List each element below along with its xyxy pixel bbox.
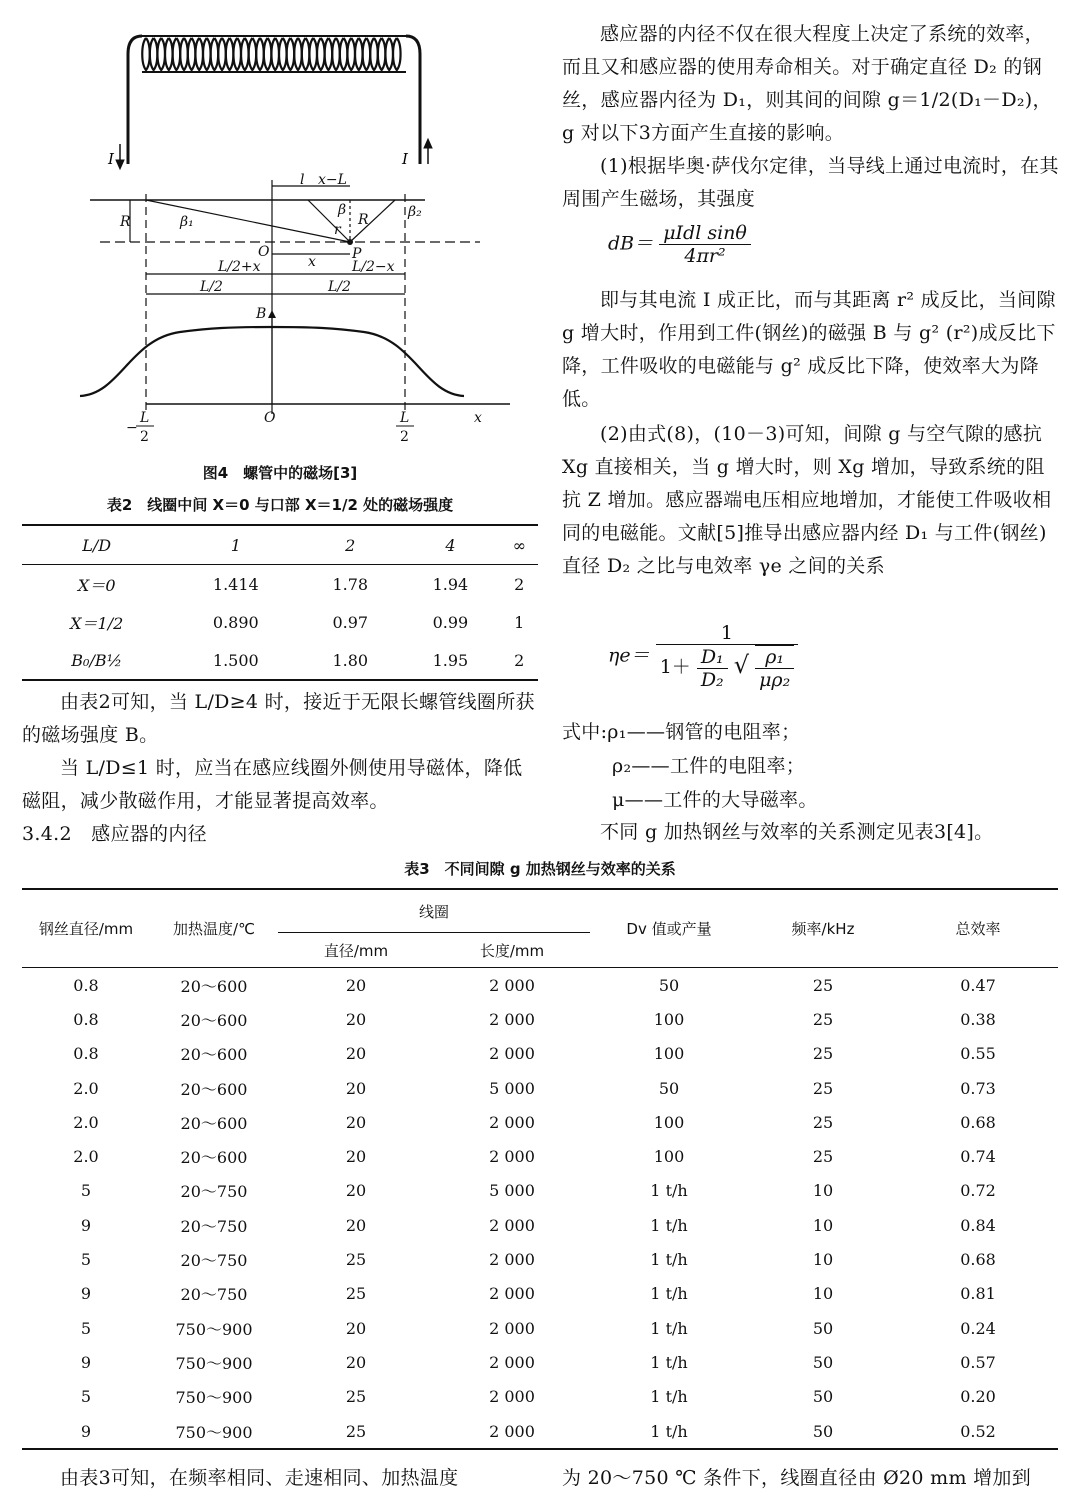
b-axis-arrow bbox=[268, 310, 276, 318]
label-L2-left: L/2 bbox=[200, 279, 223, 295]
table3-cell: 0.8 bbox=[73, 1009, 99, 1029]
table3-cell: 10 bbox=[812, 1215, 834, 1235]
table3-cell: 25 bbox=[345, 1387, 367, 1407]
table2-cell: B₀/B½ bbox=[71, 650, 123, 670]
where-line-2: ρ₂——工件的电阻率； bbox=[612, 755, 806, 777]
right-paragraph-4: (2)由式(8)，(10－3)可知，间隙 g 与空气隙的感抗 Xg 直接相关，当 g 增大时，则 Xg 增加，导致系统的阻抗 Z 增加。感应器端电压相应地增加，才能使工件吸收相同的电磁能。文献[5]推导出感应器内经 D₁ 与工件(钢丝)直径 D₂ 之比与电效率 γe 之间的关系 bbox=[562, 423, 1052, 577]
coil-loop bbox=[325, 38, 333, 70]
table3-cell: 10 bbox=[812, 1250, 834, 1270]
table3-cell: 20 bbox=[345, 1009, 367, 1029]
formula2-fraction bbox=[656, 622, 799, 691]
table3-cell: 25 bbox=[812, 1147, 834, 1167]
table3-cell: 20～750 bbox=[180, 1216, 248, 1236]
table3-cell: 9 bbox=[80, 1284, 92, 1304]
table3-cell: 100 bbox=[653, 1147, 685, 1167]
coil-loop bbox=[332, 38, 340, 70]
table3-header-wire: 钢丝直径/mm bbox=[38, 920, 134, 938]
table3-cell: 750～900 bbox=[175, 1319, 253, 1339]
table2-header: ∞ bbox=[512, 535, 526, 555]
formula2-root bbox=[755, 645, 794, 691]
table3-header-eff: 总效率 bbox=[955, 920, 1001, 938]
table3-header-coil-len: 长度/mm bbox=[479, 941, 545, 960]
table3-cell: 20 bbox=[345, 1112, 367, 1132]
table3-cell: 25 bbox=[812, 1112, 834, 1132]
table3-cell: 750～900 bbox=[175, 1353, 253, 1373]
table3-header-coil-dia: 直径/mm bbox=[323, 941, 389, 960]
table3-cell: 0.24 bbox=[960, 1318, 996, 1338]
right-paragraph-5: 不同 g 加热钢丝与效率的关系测定见表3[4]。 bbox=[600, 821, 994, 843]
formula2-ratio-num: D₁ bbox=[697, 646, 728, 669]
table3-cell: 5 000 bbox=[489, 1181, 535, 1201]
table2-cell: 1.80 bbox=[332, 650, 369, 670]
table3-cell: 25 bbox=[345, 1421, 367, 1441]
table3-cell: 25 bbox=[345, 1284, 367, 1304]
table2-cell: 1.95 bbox=[432, 650, 469, 670]
label-x-axis: x bbox=[474, 410, 482, 426]
table3-row bbox=[22, 1242, 1058, 1276]
label-r: r bbox=[334, 222, 341, 238]
table3-cell: 50 bbox=[658, 975, 680, 995]
table3-cell: 20～600 bbox=[180, 1045, 248, 1065]
table3-cell: 20 bbox=[345, 1352, 367, 1372]
table3-row bbox=[22, 1345, 1058, 1379]
solenoid-diagram bbox=[50, 14, 510, 444]
table3-row bbox=[22, 1002, 1058, 1036]
table3-cell: 2 000 bbox=[489, 1215, 535, 1235]
table3-cell: 1 t/h bbox=[650, 1318, 688, 1338]
table3-cell: 1 t/h bbox=[650, 1421, 688, 1441]
table3-row bbox=[22, 968, 1058, 1003]
table3-cell: 20 bbox=[345, 975, 367, 995]
label-L2-minus-x: L/2−x bbox=[352, 259, 395, 275]
point-P bbox=[347, 239, 353, 245]
table3-cell: 750～900 bbox=[175, 1422, 253, 1442]
coil-loop bbox=[302, 38, 310, 70]
coil-loop bbox=[370, 38, 378, 70]
formula2-lhs: ηe＝ bbox=[608, 644, 650, 667]
table2-cell: 1.94 bbox=[432, 574, 469, 594]
coil-loop bbox=[180, 38, 188, 70]
label-L2-right: L/2 bbox=[328, 279, 351, 295]
coil-loop bbox=[173, 38, 181, 70]
table3-header-temp: 加热温度/℃ bbox=[173, 920, 255, 938]
table3-row bbox=[22, 1037, 1058, 1071]
table3-cell: 9 bbox=[80, 1215, 92, 1235]
coil-loop bbox=[264, 38, 272, 70]
table3-cell: 50 bbox=[812, 1421, 834, 1441]
table3-caption: 表3 不同间隙 g 加热钢丝与效率的关系 bbox=[404, 860, 676, 878]
formula2-root-den: μρ₂ bbox=[759, 669, 791, 691]
table3-cell: 20 bbox=[345, 1078, 367, 1098]
coil-loop bbox=[226, 38, 234, 70]
right-paragraph-3: 即与其电流 I 成正比，而与其距离 r² 成反比，当间隙 g 增大时，作用到工件(钢丝)的磁强 B 与 g² (r²)成反比下降，工件吸收的电磁能与 g² 成反比下降，使效率大为降低。 bbox=[562, 289, 1056, 410]
coil-loop bbox=[340, 38, 348, 70]
coil-loop bbox=[317, 38, 325, 70]
table3-header-coil: 线圈 bbox=[278, 889, 590, 933]
table3-cell: 20 bbox=[345, 1147, 367, 1167]
table3-cell: 2 000 bbox=[489, 1147, 535, 1167]
label-I-right: I bbox=[402, 150, 408, 168]
table2-caption: 表2 线圈中间 X＝0 与口部 X＝1/2 处的磁场强度 bbox=[106, 496, 454, 514]
table3-row bbox=[22, 1105, 1058, 1139]
coil-loop bbox=[157, 38, 165, 70]
table3-cell: 750～900 bbox=[175, 1388, 253, 1408]
table3-row bbox=[22, 1208, 1058, 1242]
table3-cell: 100 bbox=[653, 1112, 685, 1132]
table3-cell: 5 bbox=[80, 1318, 92, 1338]
table3-cell: 100 bbox=[653, 1044, 685, 1064]
table3-cell: 9 bbox=[80, 1352, 92, 1372]
table3-row bbox=[22, 1311, 1058, 1345]
table3-cell: 0.73 bbox=[960, 1078, 996, 1098]
formula2-ratio bbox=[697, 646, 728, 691]
table3-cell: 2.0 bbox=[73, 1078, 99, 1098]
table3-cell: 20～600 bbox=[180, 1148, 248, 1168]
sqrt-icon: √ bbox=[733, 651, 750, 679]
label-L2-plus-x: L/2+x bbox=[218, 259, 261, 275]
formula1-numerator: μIdl sinθ bbox=[659, 222, 751, 245]
table3-cell: 2 000 bbox=[489, 1009, 535, 1029]
table3-cell: 50 bbox=[658, 1078, 680, 1098]
table3-cell: 20～600 bbox=[180, 1113, 248, 1133]
table3-cell: 20～750 bbox=[180, 1285, 248, 1305]
table3-cell: 1 t/h bbox=[650, 1215, 688, 1235]
table3 bbox=[22, 888, 1058, 1450]
table3-cell: 100 bbox=[653, 1009, 685, 1029]
formula1-lhs: dB＝ bbox=[608, 232, 654, 255]
coil-loop bbox=[347, 38, 355, 70]
right-paragraph-2: (1)根据毕奥·萨伐尔定律，当导线上通过电流时，在其周围产生磁场，其强度 bbox=[562, 155, 1059, 210]
table3-cell: 0.47 bbox=[960, 975, 996, 995]
left-paragraph-1: 由表2可知，当 L/D≥4 时，接近于无限长螺管线圈所获的磁场强度 B。 bbox=[22, 691, 535, 746]
table2-cell: 0.99 bbox=[432, 612, 469, 632]
table3-header-freq: 频率/kHz bbox=[791, 920, 855, 938]
table2-cell: 2 bbox=[514, 650, 525, 670]
table3-cell: 2 000 bbox=[489, 1318, 535, 1338]
coil-loop bbox=[203, 38, 211, 70]
table3-cell: 0.8 bbox=[73, 1044, 99, 1064]
table2-cell: X＝1/2 bbox=[70, 613, 124, 633]
table3-cell: 0.8 bbox=[73, 975, 99, 995]
table3-cell: 20～600 bbox=[180, 1079, 248, 1099]
table2-cell: 0.97 bbox=[332, 612, 369, 632]
table3-cell: 2.0 bbox=[73, 1112, 99, 1132]
table3-cell: 20～600 bbox=[180, 976, 248, 996]
table3-cell: 25 bbox=[812, 1009, 834, 1029]
coil-loop bbox=[271, 38, 279, 70]
table3-cell: 0.38 bbox=[960, 1009, 996, 1029]
table3-cell: 5 bbox=[80, 1387, 92, 1407]
table2-cell: 1 bbox=[514, 612, 525, 632]
table3-header-dv: Dv 值或产量 bbox=[626, 920, 712, 938]
label-B: B bbox=[256, 306, 267, 322]
coil-loop bbox=[188, 38, 196, 70]
coil-loop bbox=[309, 38, 317, 70]
table3-cell: 0.68 bbox=[960, 1250, 996, 1270]
table3-cell: 25 bbox=[812, 1044, 834, 1064]
label-pos-L: L bbox=[400, 410, 410, 426]
right-paragraph-1: 感应器的内径不仅在很大程度上决定了系统的效率，而且又和感应器的使用寿命相关。对于确定直径 D₂ 的钢丝，感应器内径为 D₁，则其间的间隙 g＝1/2(D₁－D₂)，g 对以下3方面产生直接的影响。 bbox=[562, 23, 1052, 144]
table2-header: 1 bbox=[230, 535, 241, 555]
coil-loop bbox=[195, 38, 203, 70]
label-x-mid: x bbox=[308, 254, 316, 270]
table2-header: 4 bbox=[445, 535, 456, 555]
left-paragraph-2: 当 L/D≤1 时，应当在感应线圈外侧使用导磁体，降低磁阻，减少散磁作用，才能显著提高效率。 bbox=[22, 757, 523, 812]
table3-cell: 0.72 bbox=[960, 1181, 996, 1201]
figure-caption: 图4 螺管中的磁场[3] bbox=[202, 464, 358, 482]
table3-cell: 0.55 bbox=[960, 1044, 996, 1064]
formula1-denominator: 4πr² bbox=[684, 245, 726, 267]
table3-cell: 0.20 bbox=[960, 1387, 996, 1407]
formula2-denominator bbox=[656, 645, 799, 691]
coil-loop bbox=[393, 38, 401, 70]
table3-cell: 2 000 bbox=[489, 1284, 535, 1304]
coil-loop bbox=[256, 38, 264, 70]
table3-cell: 20 bbox=[345, 1318, 367, 1338]
label-R-left: R bbox=[120, 214, 131, 230]
table3-cell: 20 bbox=[345, 1181, 367, 1201]
table3-cell: 20～750 bbox=[180, 1182, 248, 1202]
coil-loop bbox=[211, 38, 219, 70]
coil-loop bbox=[279, 38, 287, 70]
label-beta2: β₂ bbox=[408, 204, 422, 220]
table2-row bbox=[22, 641, 538, 680]
table3-cell: 0.57 bbox=[960, 1352, 996, 1372]
formula-efficiency bbox=[608, 622, 798, 691]
table3-cell: 0.81 bbox=[960, 1284, 996, 1304]
coil-loop bbox=[233, 38, 241, 70]
bottom-left-text: 由表3可知，在频率相同、走速相同、加热温度 bbox=[60, 1467, 459, 1489]
label-O-axis: O bbox=[264, 410, 276, 426]
coil-loop bbox=[150, 38, 158, 70]
formula-biot-savart bbox=[608, 222, 751, 267]
bottom-right-text: 为 20～750 ℃ 条件下，线圈直径由 Ø20 mm 增加到 bbox=[562, 1467, 1032, 1489]
table2-cell: 1.78 bbox=[332, 574, 369, 594]
label-I-left: I bbox=[108, 150, 114, 168]
table3-cell: 1 t/h bbox=[650, 1250, 688, 1270]
table3-row bbox=[22, 1071, 1058, 1105]
coil-loop bbox=[287, 38, 295, 70]
coil-loop bbox=[249, 38, 257, 70]
table2-cell: 0.890 bbox=[212, 612, 259, 632]
label-P: P bbox=[352, 246, 362, 262]
formula2-numerator: 1 bbox=[656, 622, 799, 645]
table3-cell: 25 bbox=[812, 1078, 834, 1098]
label-R-mid: R bbox=[358, 212, 369, 228]
coil-loop bbox=[165, 38, 173, 70]
label-neg-L: L bbox=[140, 410, 150, 426]
label-x-minus-l: x−L bbox=[318, 172, 347, 188]
table2-cell: 2 bbox=[514, 574, 525, 594]
coil-loop bbox=[142, 38, 150, 70]
table3-cell: 20～750 bbox=[180, 1251, 248, 1271]
table2-header: 2 bbox=[345, 535, 356, 555]
coil-loop bbox=[355, 38, 363, 70]
label-neg-2: 2 bbox=[140, 429, 149, 444]
table3-cell: 2 000 bbox=[489, 1112, 535, 1132]
table2-row bbox=[22, 603, 538, 641]
coil-loop bbox=[378, 38, 386, 70]
table2-cell: 1.414 bbox=[212, 574, 259, 594]
label-l: l bbox=[300, 172, 305, 188]
table3-cell: 2 000 bbox=[489, 1044, 535, 1064]
table3-cell: 20～600 bbox=[180, 1010, 248, 1030]
table3-cell: 1 t/h bbox=[650, 1284, 688, 1304]
table3-row bbox=[22, 1174, 1058, 1208]
table3-cell: 25 bbox=[812, 975, 834, 995]
table3-cell: 25 bbox=[345, 1250, 367, 1270]
table3-cell: 50 bbox=[812, 1318, 834, 1338]
table3-cell: 2 000 bbox=[489, 1421, 535, 1441]
where-line-1: 式中:ρ₁——钢管的电阻率； bbox=[562, 721, 801, 743]
coil-loop bbox=[218, 38, 226, 70]
table3-row bbox=[22, 1139, 1058, 1173]
geometry-lines bbox=[80, 180, 510, 414]
table3-row bbox=[22, 1277, 1058, 1311]
table3-cell: 1 t/h bbox=[650, 1181, 688, 1201]
table3-cell: 9 bbox=[80, 1421, 92, 1441]
table3-cell: 5 bbox=[80, 1250, 92, 1270]
formula1-fraction bbox=[659, 222, 751, 267]
table2 bbox=[22, 524, 538, 681]
table3-cell: 2 000 bbox=[489, 1387, 535, 1407]
table3-cell: 10 bbox=[812, 1284, 834, 1304]
coil-loop bbox=[294, 38, 302, 70]
formula2-ratio-den: D₂ bbox=[700, 668, 724, 691]
label-beta: β bbox=[338, 202, 347, 218]
coil-loop bbox=[241, 38, 249, 70]
label-O: O bbox=[258, 244, 270, 260]
table3-cell: 20 bbox=[345, 1044, 367, 1064]
label-pos-2: 2 bbox=[400, 429, 409, 444]
table2-header: L/D bbox=[82, 535, 112, 555]
table3-cell: 0.74 bbox=[960, 1147, 996, 1167]
formula2-root-num: ρ₁ bbox=[755, 646, 794, 669]
table3-cell: 2 000 bbox=[489, 975, 535, 995]
label-neg-sign: − bbox=[126, 420, 138, 436]
table3-row bbox=[22, 1380, 1058, 1414]
table3-body bbox=[22, 968, 1058, 1450]
table3-cell: 1 t/h bbox=[650, 1387, 688, 1407]
table3-cell: 10 bbox=[812, 1181, 834, 1201]
coil-drawing bbox=[116, 36, 432, 169]
section-heading: 3.4.2 感应器的内径 bbox=[22, 823, 207, 845]
table3-cell: 0.52 bbox=[960, 1421, 996, 1441]
table3-cell: 5 000 bbox=[489, 1078, 535, 1098]
table3-cell: 2 000 bbox=[489, 1352, 535, 1372]
where-line-3: μ——工件的大导磁率。 bbox=[612, 789, 818, 811]
table3-cell: 0.68 bbox=[960, 1112, 996, 1132]
table3-cell: 1 t/h bbox=[650, 1352, 688, 1372]
table3-cell: 20 bbox=[345, 1215, 367, 1235]
table3-cell: 2.0 bbox=[73, 1147, 99, 1167]
solenoid-figure bbox=[50, 14, 510, 444]
table3-cell: 5 bbox=[80, 1181, 92, 1201]
table3-cell: 50 bbox=[812, 1352, 834, 1372]
coil-loop bbox=[385, 38, 393, 70]
table3-row bbox=[22, 1414, 1058, 1449]
table3-header-row bbox=[22, 889, 1058, 933]
coil-loop bbox=[363, 38, 371, 70]
table3-cell: 0.84 bbox=[960, 1215, 996, 1235]
table2-row bbox=[22, 565, 538, 604]
table2-header-row bbox=[22, 525, 538, 565]
table2-cell: 1.500 bbox=[212, 650, 259, 670]
table3-cell: 50 bbox=[812, 1387, 834, 1407]
table3-cell: 2 000 bbox=[489, 1250, 535, 1270]
table2-cell: X＝0 bbox=[77, 575, 116, 595]
formula2-den-prefix: 1＋ bbox=[659, 656, 691, 678]
label-beta1: β₁ bbox=[180, 214, 194, 230]
